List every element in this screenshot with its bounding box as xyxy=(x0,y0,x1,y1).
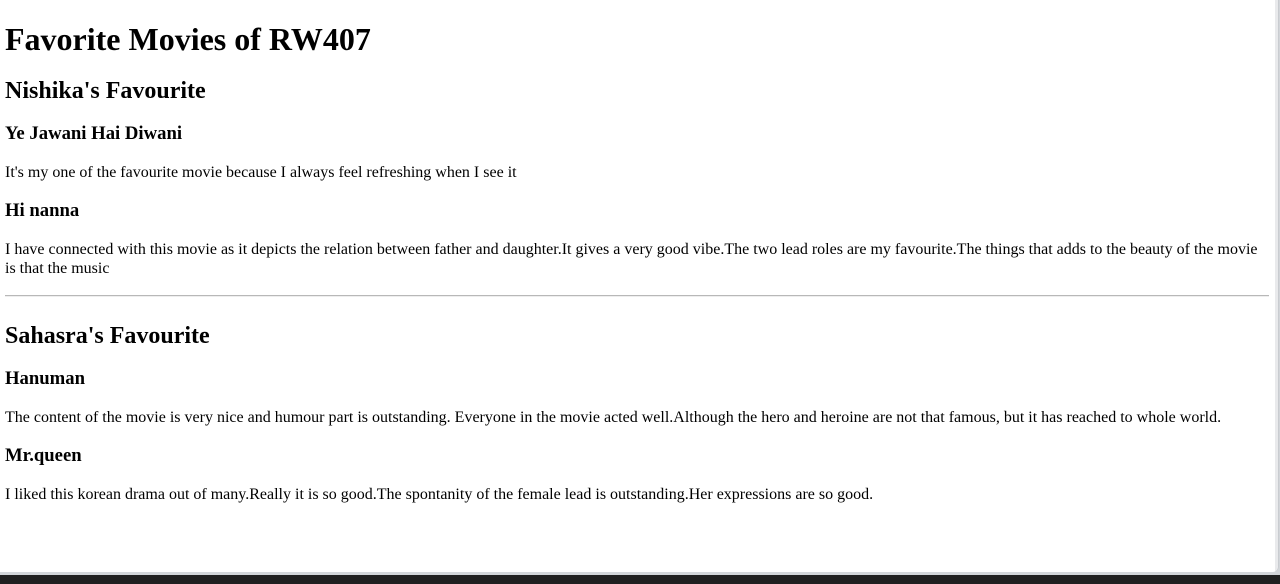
movie-review: I liked this korean drama out of many.Really it is so good.The spontanity of the female lead is outstanding.Her expressions are so good. xyxy=(5,486,874,503)
movie-title: Hi nanna xyxy=(5,200,80,221)
taskbar xyxy=(0,575,1280,584)
section-sahasra xyxy=(5,322,1269,504)
document-body xyxy=(5,0,1269,504)
page-title: Favorite Movies of RW407 xyxy=(5,21,371,57)
movie-review: I have connected with this movie as it depicts the relation between father and daughter.It gives a very good vibe.The two lead roles are my favourite.The things that adds to the beauty of the movie is that the music xyxy=(5,241,1258,277)
window-scrollbar[interactable] xyxy=(1275,0,1278,572)
section-heading: Nishika's Favourite xyxy=(5,78,206,104)
movie-title: Hanuman xyxy=(5,368,85,389)
section-nishika xyxy=(5,77,1269,278)
movie-review: The content of the movie is very nice and humour part is outstanding. Everyone in the movie acted well.Although the hero and heroine are not that famous, but it has reached to whole world. xyxy=(5,409,1222,426)
movie-title: Ye Jawani Hai Diwani xyxy=(5,123,183,144)
movie-title: Mr.queen xyxy=(5,445,82,466)
movie-review: It's my one of the favourite movie because I always feel refreshing when I see it xyxy=(5,164,517,181)
section-heading: Sahasra's Favourite xyxy=(5,323,210,349)
section-divider xyxy=(5,295,1269,297)
